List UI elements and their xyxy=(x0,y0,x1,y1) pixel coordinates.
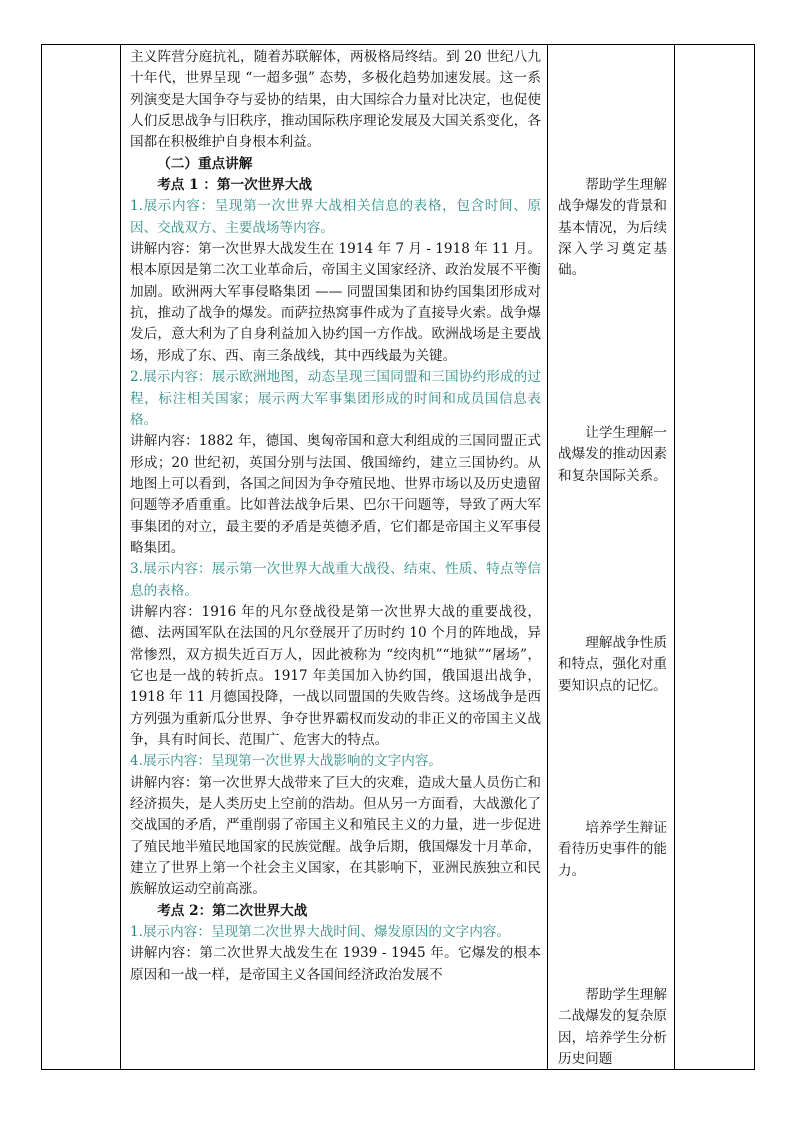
left-blank-cell xyxy=(42,45,121,1070)
table-row xyxy=(42,45,755,1070)
point1-display-3: 3.展示内容：展示第一次世界大战重大战役、结束、性质、特点等信息的表格。 xyxy=(130,561,541,599)
point1-display-1: 1.展示内容：呈现第一次世界大战相关信息的表格，包含时间、原因、交战双方、主要战场等内容。 xyxy=(130,198,541,236)
point1-display-2: 2.展示内容：展示欧洲地图，动态呈现三国同盟和三国协约形成的过程，标注相关国家；展示两大军事集团形成的时间和成员国信息表格。 xyxy=(130,369,541,428)
teaching-content xyxy=(121,45,547,986)
point1-title: 考点 1 ：第一次世界大战 xyxy=(157,177,313,194)
intent-note-1: 帮助学生理解战争爆发的背景和基本情况，为后续深入学习奠定基础。 xyxy=(558,177,667,279)
point1-explain-1: 讲解内容：第一次世界大战发生在 1914 年 7 月 - 1918 年 11 月。根本原因是第二次工业革命后，帝国主义国家经济、政治发展不平衡加剧。欧洲两大军事侵略集团 —— 同盟国集团和协约国集团形成对抗，推动了战争的爆发。而萨拉热窝事件成为了直接导火索。战争爆发后，意大利为了自身利益加入协约国一方作战。欧洲战场是主要战场，形成了东、西、南三条战线，其中西线最为关键。 xyxy=(130,241,541,364)
point1-display-4: 4.展示内容：呈现第一次世界大战影响的文字内容。 xyxy=(130,753,443,770)
intent-note-4: 培养学生辩证看待历史事件的能力。 xyxy=(558,820,667,879)
point1-explain-4: 讲解内容：第一次世界大战带来了巨大的灾难，造成大量人员伤亡和经济损失，是人类历史上空前的浩劫。但从另一方面看，大战激化了交战国的矛盾，严重削弱了帝国主义和殖民主义的力量，进一步促进了殖民地半殖民地国家的民族觉醒。战争后期，俄国爆发十月革命，建立了世界上第一个社会主义国家，在其影响下，亚洲民族独立和民族解放运动空前高涨。 xyxy=(130,774,541,898)
intent-note-5: 帮助学生理解二战爆发的复杂原因，培养学生分析历史问题 xyxy=(558,987,667,1068)
right-blank-cell xyxy=(675,45,755,1070)
point2-display-1: 1.展示内容：呈现第二次世界大战时间、爆发原因的文字内容。 xyxy=(130,924,510,941)
intent-note-2: 让学生理解一战爆发的推动因素和复杂国际关系。 xyxy=(558,425,667,484)
intro-paragraph: 主义阵营分庭抗礼，随着苏联解体，两极格局终结。到 20 世纪八九十年代，世界呈现 “一超多强” 态势，多极化趋势加速发展。这一系列演变是大国争夺与妥协的结果，由大国综合力量对比决定，也促使人们反思战争与旧秩序，推动国际秩序理论发展及大国关系变化，各国都在积极维护自身根本利益。 xyxy=(130,49,541,151)
section-title: （二）重点讲解 xyxy=(157,155,253,172)
intent-note-3: 理解战争性质和特点，强化对重要知识点的记忆。 xyxy=(558,635,667,694)
point1-explain-2: 讲解内容：1882 年，德国、奥匈帝国和意大利组成的三国同盟正式形成；20 世纪初，英国分别与法国、俄国缔约，建立三国协约。从地图上可以看到，各国之间因为争夺殖民地、世界市场以及历史遗留问题等矛盾重重。比如普法战争后果、巴尔干问题等，导致了两大军事集团的对立，最主要的矛盾是英德矛盾，它们都是帝国主义军事侵略集团。 xyxy=(130,433,541,556)
point2-explain-1: 讲解内容：第二次世界大战发生在 1939 - 1945 年。它爆发的根本原因和一战一样，是帝国主义各国间经济政治发展不 xyxy=(130,945,541,983)
lesson-plan-table xyxy=(41,44,755,1070)
design-intent-cell xyxy=(548,45,675,1070)
teaching-content-cell xyxy=(121,45,548,1070)
point2-title: 考点 2：第二次世界大战 xyxy=(157,902,308,919)
point1-explain-3: 讲解内容：1916 年的凡尔登战役是第一次世界大战的重要战役，德、法两国军队在法国的凡尔登展开了历时约 10 个月的阵地战，异常惨烈，双方损失近百万人，因此被称为 “绞肉机”“地狱”“屠场”，它也是一战的转折点。1917 年美国加入协约国，俄国退出战争，1918 年 11 月德国投降，一战以同盟国的失败告终。这场战争是西方列强为重新瓜分世界、争夺世界霸权而发动的非正义的帝国主义战争，具有时间长、范围广、危害大的特点。 xyxy=(130,603,541,748)
design-intent-notes xyxy=(548,45,674,1069)
